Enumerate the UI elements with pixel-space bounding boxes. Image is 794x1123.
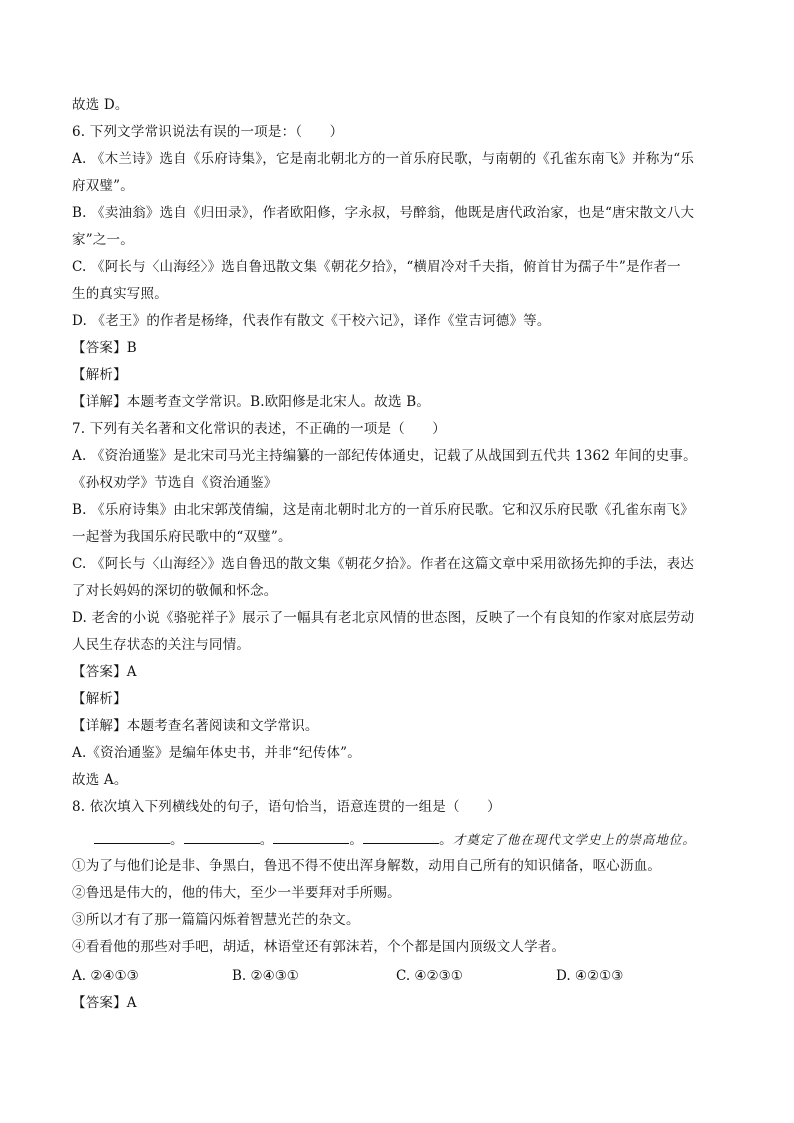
question-7: 7. 下列有关名著和文化常识的表述，不正确的一项是（ ） [72, 421, 446, 437]
sentence-4: ④看看他的那些对手吧，胡适，林语堂还有郭沫若，个个都是国内顶级文人学者。 [72, 939, 566, 955]
question-8: 8. 依次填入下列横线处的句子，语句恰当，语意连贯的一组是（ ） [72, 799, 501, 815]
blank [363, 830, 439, 844]
question-6: 6. 下列文学常识说法有误的一项是：（ ） [72, 124, 344, 140]
blank [184, 830, 260, 844]
detail-line: 【详解】本题考查文学常识。B.欧阳修是北宋人。故选 B。 [72, 394, 431, 410]
option-line: 家”之一。 [72, 232, 134, 248]
blank [94, 830, 170, 844]
option-line: C. 《阿长与〈山海经〉》选自鲁迅的散文集《朝花夕拾》。作者在这篇文章中采用欲扬先抑的手法，表达 [72, 556, 695, 572]
option-line: C. 《阿长与〈山海经〉》选自鲁迅散文集《朝花夕拾》，“横眉冷对千夫指，俯首甘为孺子牛”是作者一 [72, 259, 681, 275]
fill-blank-line: 。 。 。 。才奠定了他在现代文学史上的崇高地位。 [94, 830, 754, 849]
detail-line: A.《资治通鉴》是编年体史书，并非“纪传体”。 [72, 745, 361, 761]
option-line: 人民生存状态的关注与同情。 [72, 637, 251, 653]
option-line: D. 《老王》的作者是杨绛，代表作有散文《干校六记》，译作《堂吉诃德》等。 [72, 313, 551, 329]
option-line: A. 《资治通鉴》是北宋司马光主持编纂的一部纪传体通史，记载了从战国到五代共 1362 年间的史事。 [72, 448, 697, 464]
blank [273, 830, 349, 844]
detail-line: 【详解】本题考查名著阅读和文学常识。 [72, 718, 319, 734]
option-line: 府双璧”。 [72, 178, 134, 194]
option-line: B. 《卖油翁》选自《归田录》，作者欧阳修，字永叔，号醉翁，他既是唐代政治家，也是“唐宋散文八大 [72, 205, 695, 221]
option-line: D. 老舍的小说《骆驼祥子》展示了一幅具有老北京风情的世态图，反映了一个有良知的作家对底层劳动 [72, 610, 695, 626]
option-line: 一起誉为我国乐府民歌中的“双璧”。 [72, 529, 292, 545]
sentence-2: ②鲁迅是伟大的，他的伟大，至少一半要拜对手所赐。 [72, 885, 401, 901]
analysis-label: 【解析】 [72, 691, 127, 707]
analysis-label: 【解析】 [72, 367, 127, 383]
blank-line-tail: 才奠定了他在现代文学史上的崇高地位。 [452, 832, 696, 847]
option-c: C. ④②③① [396, 968, 463, 984]
text-line: 故选 D。 [72, 97, 129, 113]
option-line: 生的真实写照。 [72, 286, 168, 302]
option-b: B. ②④③① [232, 968, 299, 984]
answer-label: 【答案】B [72, 340, 137, 356]
option-line: 了对长妈妈的深切的敬佩和怀念。 [72, 583, 278, 599]
option-a: A. ②④①③ [72, 968, 139, 984]
text-line: 故选 A。 [72, 772, 128, 788]
answer-label: 【答案】A [72, 664, 137, 680]
option-line: A. 《木兰诗》选自《乐府诗集》，它是南北朝北方的一首乐府民歌，与南朝的《孔雀东南飞》并称为“乐 [72, 151, 695, 167]
option-line: 《孙权劝学》节选自《资治通鉴》 [72, 475, 278, 491]
sentence-1: ①为了与他们论是非、争黑白，鲁迅不得不使出浑身解数，动用自己所有的知识储备，呕心沥血。 [72, 858, 662, 874]
answer-label: 【答案】A [72, 995, 137, 1011]
option-d: D. ④②①③ [556, 968, 624, 984]
option-line: B. 《乐府诗集》由北宋郭茂倩编，这是南北朝时北方的一首乐府民歌。它和汉乐府民歌《孔雀东南飞》 [72, 502, 694, 518]
sentence-3: ③所以才有了那一篇篇闪烁着智慧光芒的杂文。 [72, 912, 360, 928]
